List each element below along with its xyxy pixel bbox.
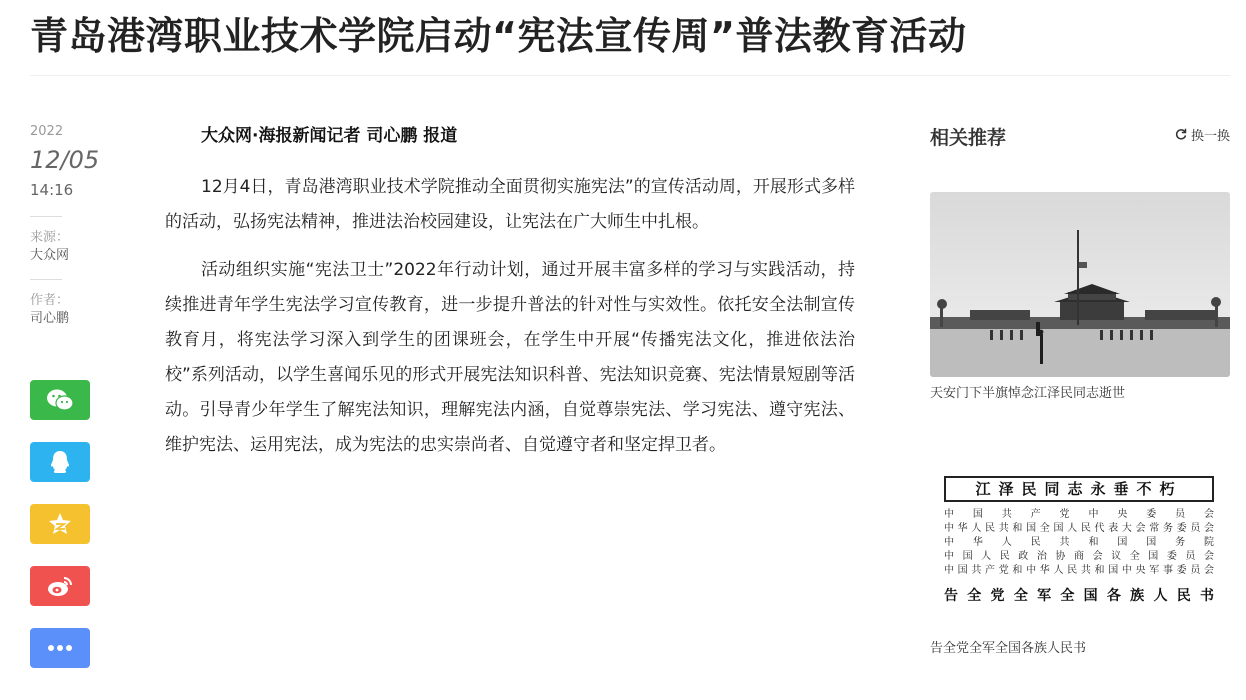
refresh-button[interactable] (1175, 127, 1230, 147)
notice-final-line: 告全党全军全国各族人民书 (944, 588, 1214, 604)
source-name: 大众网 (30, 248, 70, 263)
notice-line: 中国人民政治协商会议全国委员会 (944, 551, 1214, 562)
refresh-icon (1175, 127, 1187, 147)
weibo-icon (46, 574, 74, 598)
publish-year: 2022 (30, 124, 64, 139)
qzone-icon (48, 512, 72, 536)
meta-divider (30, 279, 62, 280)
share-qzone-button[interactable] (30, 504, 90, 544)
notice-heading: 江泽民同志永垂不朽 (944, 476, 1214, 502)
related-image-tiananmen[interactable] (930, 192, 1230, 377)
publish-time: 14:16 (30, 181, 74, 199)
share-weibo-button[interactable] (30, 566, 90, 606)
more-icon (47, 644, 73, 652)
article-byline: 大众网·海报新闻记者 司心鹏 报道 (201, 126, 458, 146)
article-meta (30, 122, 130, 328)
notice-line: 中国共产党和中华人民共和国中央军事委员会 (944, 565, 1214, 576)
publish-date: 12/05 (30, 146, 100, 174)
related-image-notice[interactable] (930, 470, 1230, 620)
share-more-button[interactable] (30, 628, 90, 668)
meta-divider (30, 216, 62, 217)
author-name: 司心鹏 (30, 311, 70, 326)
author-label: 作者： (30, 293, 70, 308)
title-divider (30, 75, 1230, 76)
notice-line: 中华人民共和国全国人民代表大会常务委员会 (944, 523, 1214, 534)
share-qq-button[interactable] (30, 442, 90, 482)
article-paragraph: 12月4日，青岛港湾职业技术学院推动全面贯彻实施宪法”的宣传活动周，开展形式多样的活动，弘扬宪法精神，推进法治校园建设，让宪法在广大师生中扎根。 (165, 177, 855, 232)
share-wechat-button[interactable] (30, 380, 90, 420)
related-caption[interactable]: 天安门下半旗悼念江泽民同志逝世 (930, 386, 1126, 401)
related-caption[interactable]: 告全党全军全国各族人民书 (930, 641, 1087, 656)
wechat-icon (46, 388, 74, 412)
refresh-label: 换一换 (1190, 129, 1230, 144)
article-paragraph: 活动组织实施“宪法卫士”2022年行动计划，通过开展丰富多样的学习与实践活动，持续推进青年学生宪法学习宣传教育，进一步提升普法的针对性与实效性。依托安全法制宣传教育月，将宪法学习深入到学生的团课班会，在学生中开展“传播宪法文化，推进依法治校”系列活动，以学生喜闻乐见的形式开展宪法知识科普、宪法知识竞赛、宪法情景短剧等活动。引导青少年学生了解宪法知识，理解宪法内涵，自觉尊崇宪法、学习宪法、遵守宪法、维护宪法、运用宪法，成为宪法的忠实崇尚者、自觉遵守者和坚定捍卫者。 (165, 260, 855, 455)
qq-icon (49, 450, 71, 474)
article-title: 青岛港湾职业技术学院启动“宪法宣传周”普法教育活动 (30, 14, 967, 58)
notice-line: 中华人民共和国国务院 (944, 537, 1214, 548)
article-body (165, 120, 855, 476)
related-title: 相关推荐 (930, 127, 1007, 149)
notice-line: 中国共产党中央委员会 (944, 509, 1214, 520)
source-label: 来源： (30, 230, 70, 245)
notice-lines (944, 508, 1214, 578)
